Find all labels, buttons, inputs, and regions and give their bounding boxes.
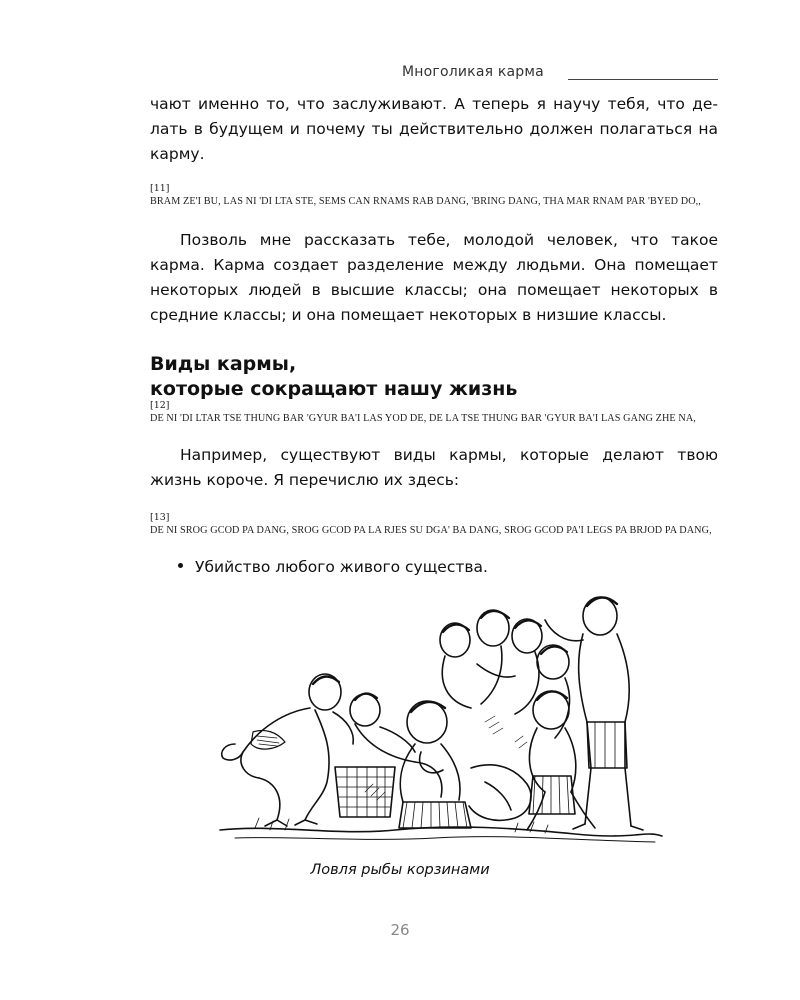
running-head-title: Многоликая карма [402, 64, 544, 80]
running-head-rule [568, 79, 718, 80]
tibetan-ref-number-13: [13] [150, 512, 170, 523]
page-number: 26 [390, 921, 410, 939]
tibetan-ref-number-11: [11] [150, 183, 170, 194]
tibetan-transliteration-12: DE NI 'DI LTAR TSE THUNG BAR 'GYUR BA'I LAS YOD DE, DE LA TSE THUNG BAR 'GYUR BA'I LAS GANG ZHE NA, [150, 413, 696, 424]
illustration-caption: Ловля рыбы корзинами [310, 862, 490, 878]
bullet-list-item [178, 555, 488, 580]
section-heading [150, 352, 718, 402]
bullet-item-text: Убийство любого живого существа. [195, 558, 488, 576]
paragraph-shortening-karma: Например, существуют виды кармы, которые делают твою жизнь короче. Я перечислю их здесь: [150, 446, 718, 489]
tibetan-transliteration-13: DE NI SROG GCOD PA DANG, SROG GCOD PA LA RJES SU DGA' BA DANG, SROG GCOD PA'I LEGS PA BRJOD PA DANG, [150, 525, 712, 536]
section-heading-line-2: которые сокращают нашу жизнь [150, 378, 518, 400]
paragraph-continuation: чают именно то, что заслуживают. А теперь я научу тебя, что делать в будущем и почему ты действительно должен полагаться на карму. [150, 95, 718, 163]
tibetan-ref-number-12: [12] [150, 400, 170, 411]
bullet-dot-icon [178, 563, 183, 568]
tibetan-transliteration-11: BRAM ZE'I BU, LAS NI 'DI LTA STE, SEMS CAN RNAMS RAB DANG, 'BRING DANG, THA MAR RNAM PAR 'BYED DO,, [150, 196, 701, 207]
running-head [402, 64, 718, 84]
fishing-with-baskets-illustration [215, 592, 665, 852]
paragraph-karma-classes: Позволь мне рассказать тебе, молодой человек, что такое карма. Карма создает разделение между людьми. Она помещает некоторых людей в высшие классы; она помещает некоторых в средние классы; и она помещает некоторых в низшие классы. [150, 231, 718, 324]
section-heading-line-1: Виды кармы, [150, 353, 297, 375]
